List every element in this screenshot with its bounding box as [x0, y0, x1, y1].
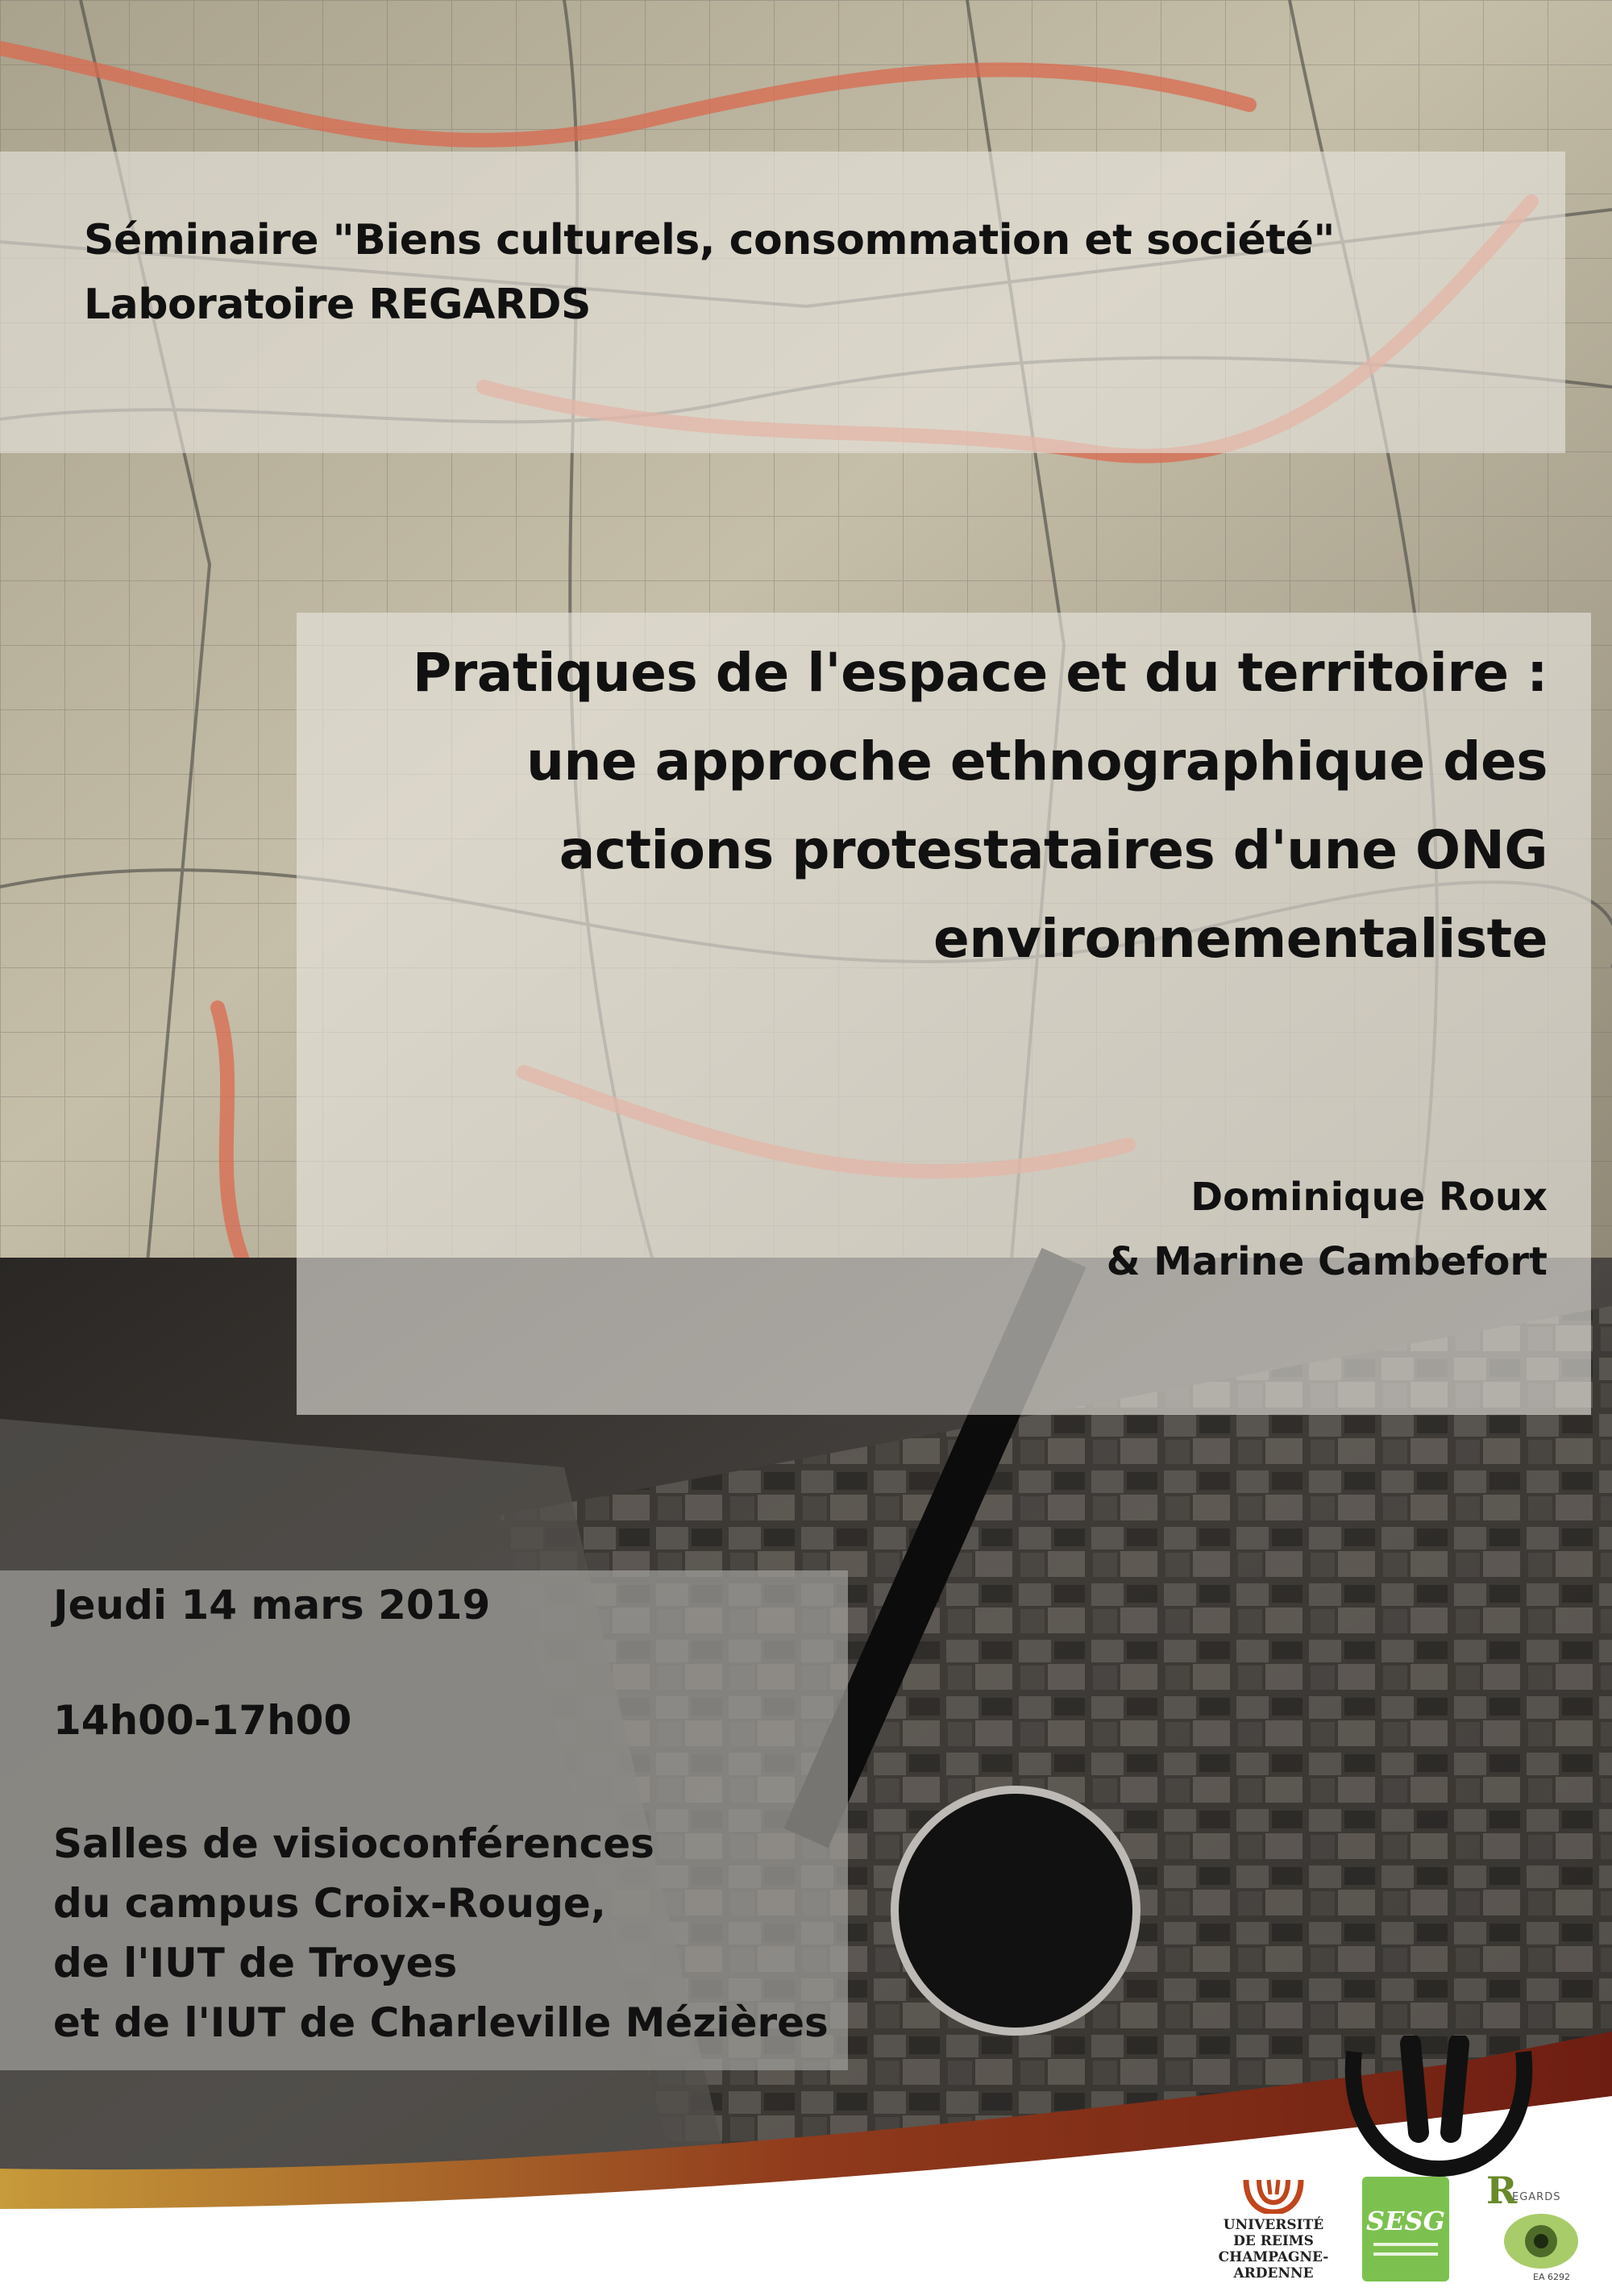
sesg-logo: [1362, 2177, 1449, 2281]
seminar-title: Séminaire "Biens culturels, consommation et société": [84, 216, 1335, 264]
talk-title-line: environnementaliste: [933, 908, 1548, 970]
event-location-line: du campus Croix-Rouge,: [53, 1880, 606, 1927]
talk-title: [306, 629, 1548, 984]
speaker-name: Dominique Roux: [1190, 1175, 1548, 1220]
regards-logo-initial: R: [1486, 2169, 1518, 2212]
urca-logo: [1193, 2177, 1354, 2290]
talk-title-line: une approche ethnographique des: [526, 730, 1548, 792]
event-location-line: Salles de visioconférences: [53, 1820, 654, 1867]
regards-logo-name: EGARDS: [1512, 2191, 1561, 2203]
laboratory-name: Laboratoire REGARDS: [84, 281, 591, 329]
urca-name-line: CHAMPAGNE-ARDENNE: [1218, 2249, 1329, 2281]
urca-name-line: DE REIMS: [1233, 2233, 1314, 2249]
urca-name-line: UNIVERSITÉ: [1223, 2217, 1324, 2233]
event-location-line: et de l'IUT de Charleville Mézières: [53, 1999, 829, 2046]
speaker-name: & Marine Cambefort: [1106, 1239, 1548, 1284]
regards-logo: [1485, 2169, 1606, 2290]
event-location: [53, 1814, 829, 2053]
regards-logo-code: EA 6292: [1533, 2272, 1570, 2282]
event-location-line: de l'IUT de Troyes: [53, 1940, 458, 1986]
sesg-logo-text: SESG: [1366, 2206, 1445, 2236]
speakers: [1048, 1165, 1548, 1294]
talk-title-line: actions protestataires d'une ONG: [559, 819, 1548, 881]
event-date: Jeudi 14 mars 2019: [53, 1582, 491, 1628]
talk-title-line: Pratiques de l'espace et du territoire :: [412, 642, 1548, 704]
event-time: 14h00-17h00: [53, 1697, 352, 1744]
urca-emblem-icon: [1241, 2177, 1306, 2214]
eye-globe-icon: [1501, 2209, 1581, 2273]
university-u-emblem-icon: [1338, 2036, 1539, 2181]
